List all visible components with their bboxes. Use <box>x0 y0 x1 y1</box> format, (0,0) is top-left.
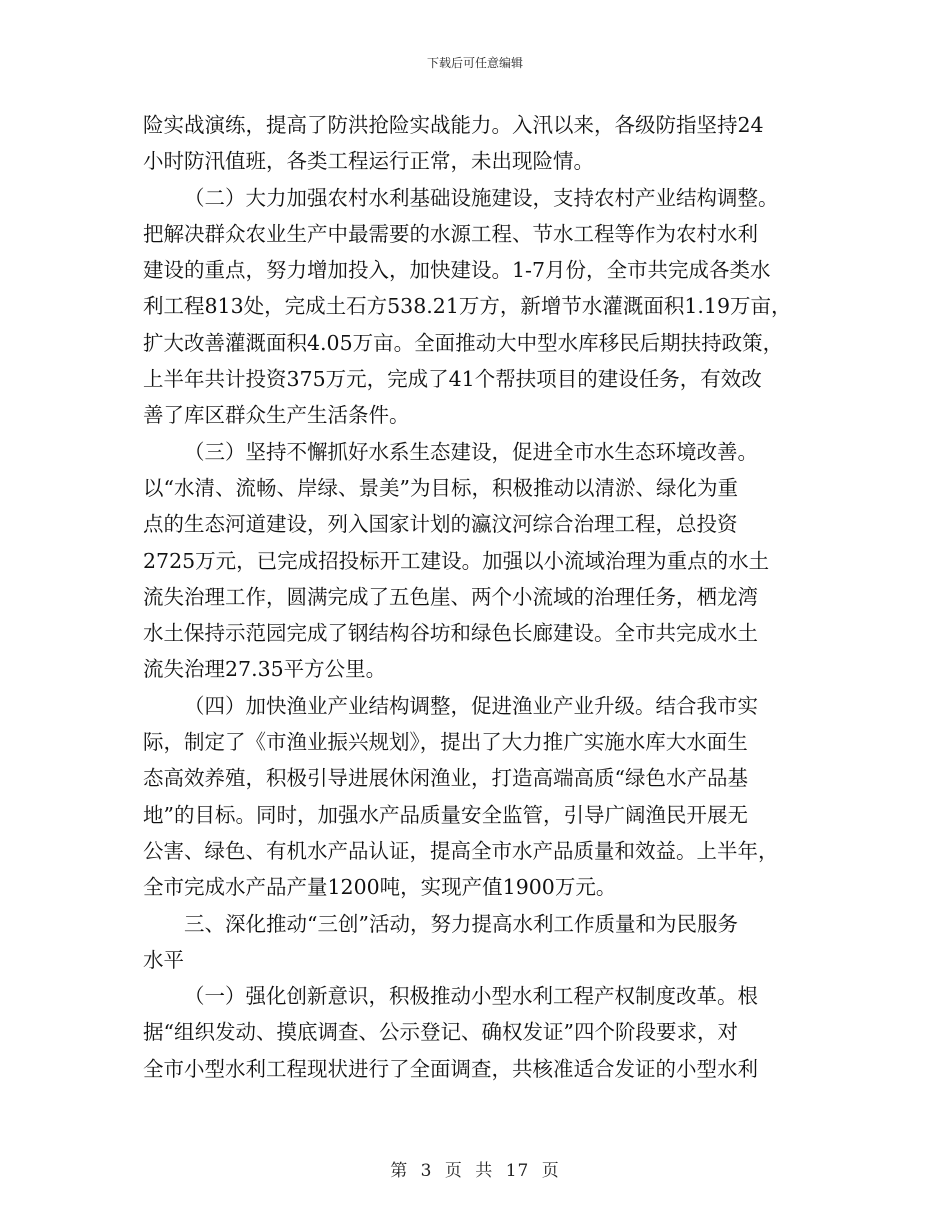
document-body <box>143 107 843 1087</box>
text-line: 扩大改善灌溉面积4.05万亩。全面推动大中型水库移民后期扶持政策， <box>143 330 784 355</box>
page-footer: 第 3 页 共 17 页 <box>390 1161 560 1181</box>
text-line: 据“组织发动、摸底调查、公示登记、确权发证”四个阶段要求，对 <box>143 1020 738 1045</box>
text-line: 态高效养殖，积极引导进展休闲渔业，打造高端高质“绿色水产品基 <box>143 766 748 791</box>
text-line: 全市小型水利工程现状进行了全面调查，共核准适合发证的小型水利 <box>143 1056 758 1081</box>
text-line: 小时防汛值班，各类工程运行正常，未出现险情。 <box>143 149 594 174</box>
text-line: 善了库区群众生产生活条件。 <box>143 403 410 428</box>
text-line: 2725万元，已完成招投标开工建设。加强以小流域治理为重点的水土 <box>143 548 770 573</box>
text-line: 点的生态河道建设，列入国家计划的瀛汶河综合治理工程，总投资 <box>143 512 738 537</box>
paragraph-start-line: （一）强化创新意识，积极推动小型水利工程产权制度改革。根 <box>184 984 758 1009</box>
text-line: 流失治理27.35平方公里。 <box>143 657 387 682</box>
paragraph-start-line: （三）坚持不懈抓好水系生态建设，促进全市水生态环境改善。 <box>184 439 758 464</box>
text-line: 险实战演练，提高了防洪抢险实战能力。入汛以来，各级防指坚持24 <box>143 113 764 137</box>
text-line: 利工程813处，完成土石方538.21万方，新增节水灌溉面积1.19万亩， <box>143 294 792 319</box>
section-heading-line: 三、深化推动“三创”活动，努力提高水利工作质量和为民服务 <box>184 911 738 936</box>
text-line: 建设的重点，努力增加投入，加快建设。1-7月份，全市共完成各类水 <box>143 258 771 283</box>
text-line: 公害、绿色、有机水产品认证，提高全市水产品质量和效益。上半年， <box>143 838 779 863</box>
text-line: 把解决群众农业生产中最需要的水源工程、节水工程等作为农村水利 <box>143 221 758 246</box>
text-line: 以“水清、流畅、岸绿、景美”为目标，积极推动以清淤、绿化为重 <box>143 475 738 500</box>
page-header: 下载后可任意编辑 <box>426 56 523 70</box>
paragraph-start-line: （四）加快渔业产业结构调整，促进渔业产业升级。结合我市实 <box>184 693 758 718</box>
text-line: 际，制定了《市渔业振兴规划》，提出了大力推广实施水库大水面生 <box>143 730 748 755</box>
text-line: 上半年共计投资375万元，完成了41个帮扶项目的建设任务，有效改 <box>143 367 762 392</box>
text-line: 流失治理工作，圆满完成了五色崖、两个小流域的治理任务，栖龙湾 <box>143 584 758 609</box>
text-line: 地”的目标。同时，加强水产品质量安全监管，引导广阔渔民开展无 <box>143 802 748 827</box>
text-line: 水土保持示范园完成了钢结构谷坊和绿色长廊建设。全市共完成水土 <box>143 621 758 646</box>
text-line: 全市完成水产品产量1200吨，实现产值1900万元。 <box>143 875 617 900</box>
paragraph-start-line: （二）大力加强农村水利基础设施建设，支持农村产业结构调整。 <box>184 185 779 210</box>
section-heading-line: 水平 <box>143 947 184 972</box>
